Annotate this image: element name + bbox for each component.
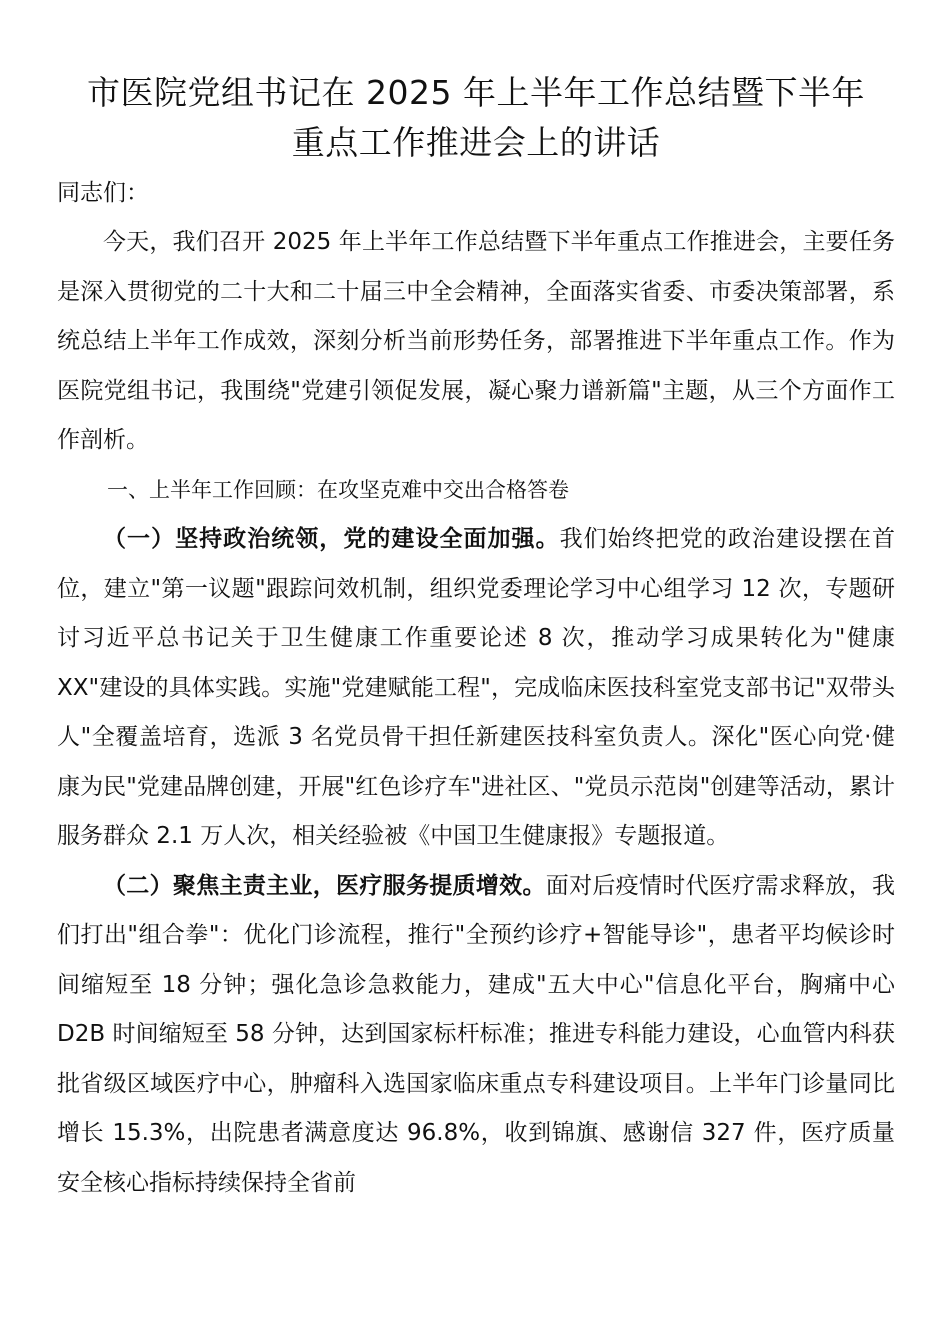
- subsection-1-paragraph: [57, 515, 895, 862]
- subsection-1-body: 我们始终把党的政治建设摆在首位，建立"第一议题"跟踪问效机制，组织党委理论学习中心组学习 12 次，专题研讨习近平总书记关于卫生健康工作重要论述 8 次，推动学习成果转化为"健康 XX"建设的具体实践。实施"党建赋能工程"，完成临床医技科室党支部书记"双带头人"全覆盖培育，选派 3 名党员骨干担任新建医技科室负责人。深化"医心向党·健康为民"党建品牌创建，开展"红色诊疗车"进社区、"党员示范岗"创建等活动，累计服务群众 2.1 万人次，相关经验被《中国卫生健康报》专题报道。: [57, 526, 895, 849]
- document-title: [57, 68, 895, 168]
- title-line-2: 重点工作推进会上的讲话: [291, 123, 661, 162]
- subsection-2-lead: （二）聚焦主责主业，医疗服务提质增效。: [103, 872, 546, 899]
- subsection-1-lead: （一）坚持政治统领，党的建设全面加强。: [103, 526, 560, 552]
- salutation: 同志们：: [57, 180, 149, 206]
- section-heading-1: 一、上半年工作回顾：在攻坚克难中交出合格答卷: [107, 477, 569, 502]
- intro-paragraph: 今天，我们召开 2025 年上半年工作总结暨下半年重点工作推进会，主要任务是深入贯彻党的二十大和二十届三中全会精神，全面落实省委、市委决策部署，系统总结上半年工作成效，深刻分析当前形势任务，部署推进下半年重点工作。作为医院党组书记，我围绕"党建引领促发展，凝心聚力谱新篇"主题，从三个方面作工作剖析。: [57, 229, 895, 453]
- title-line-1: 市医院党组书记在 2025 年上半年工作总结暨下半年: [87, 73, 865, 112]
- subsection-2-body: 面对后疫情时代医疗需求释放，我们打出"组合拳"：优化门诊流程，推行"全预约诊疗+智能导诊"，患者平均候诊时间缩短至 18 分钟；强化急诊急救能力，建成"五大中心"信息化平台，胸痛中心 D2B 时间缩短至 58 分钟，达到国家标杆标准；推进专科能力建设，心血管内科获批省级区域医疗中心，肿瘤科入选国家临床重点专科建设项目。上半年门诊量同比增长 15.3%，出院患者满意度达 96.8%，收到锦旗、感谢信 327 件，医疗质量安全核心指标持续保持全省前: [57, 872, 896, 1196]
- subsection-2-paragraph: [57, 862, 895, 1209]
